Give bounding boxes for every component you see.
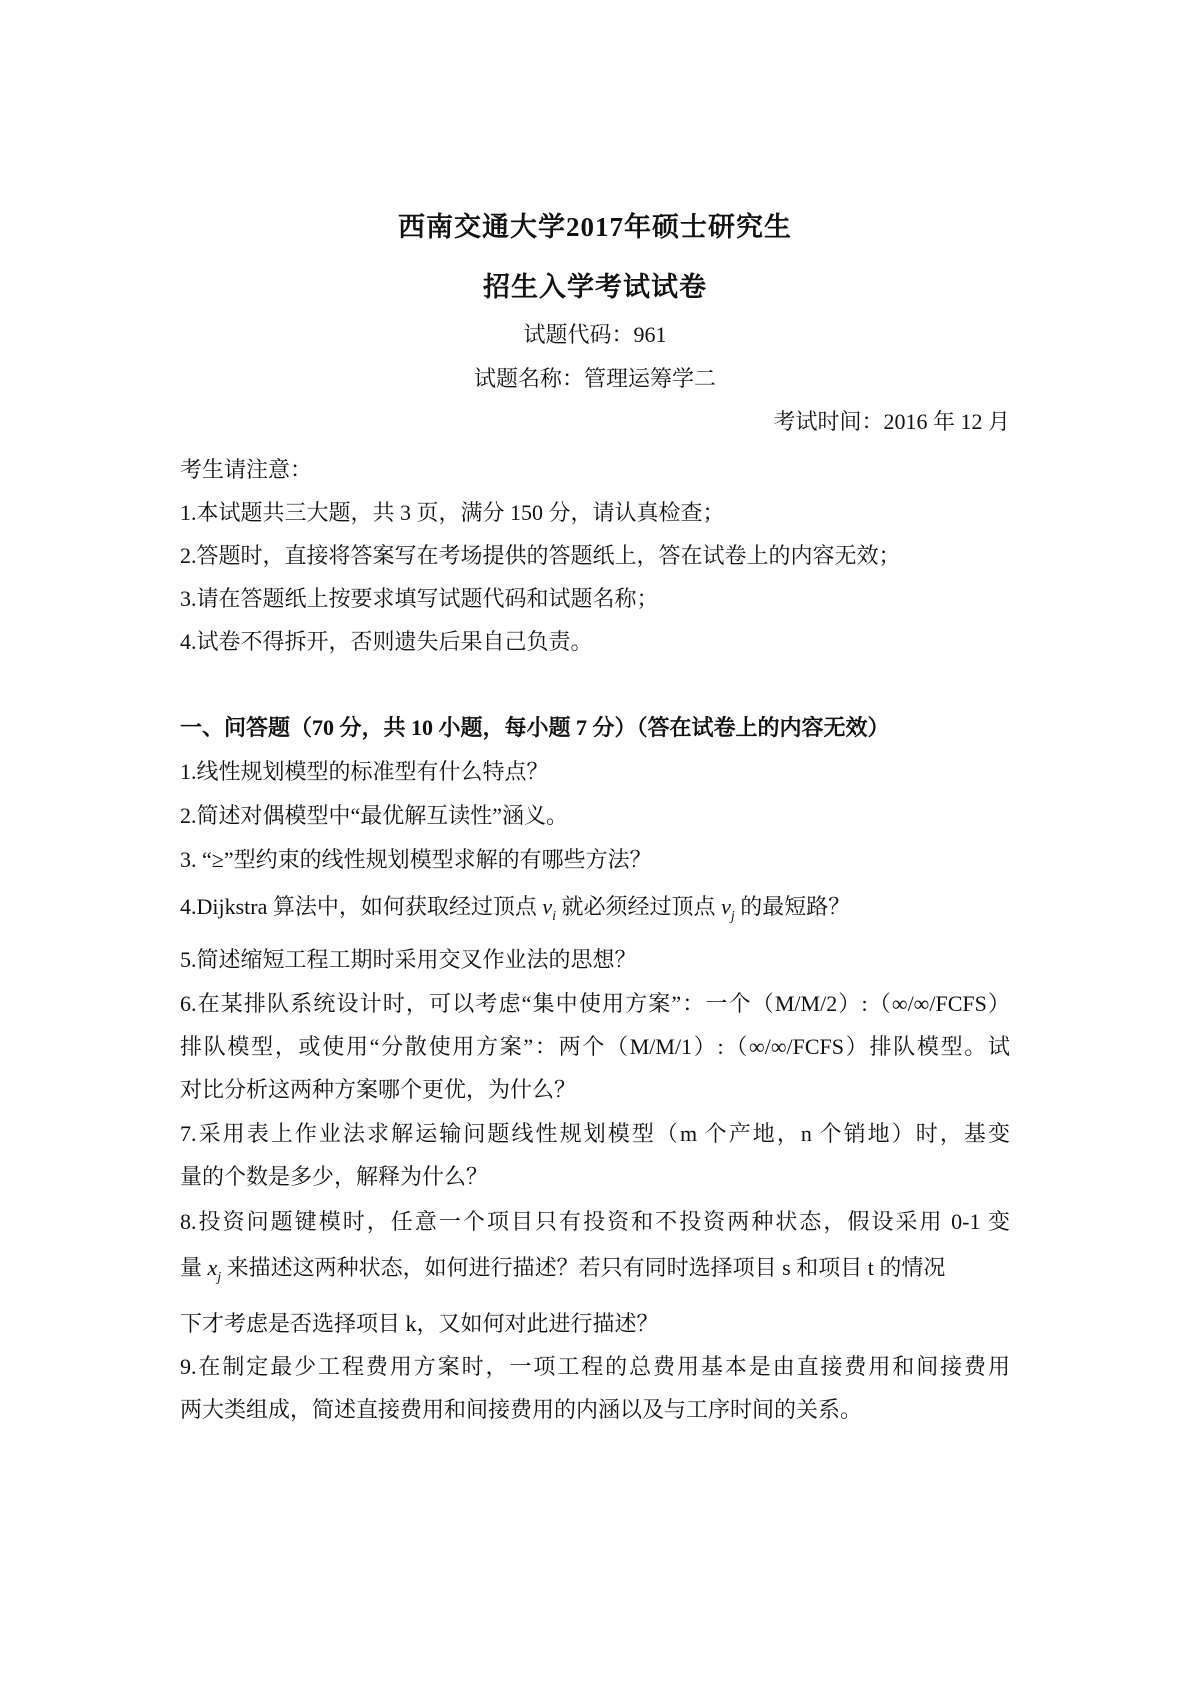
notice-heading: 考生请注意： (180, 457, 313, 482)
question-4-part1: 4.Dijkstra 算法中，如何获取经过顶点 (180, 894, 543, 919)
question-8-line-2 (180, 1251, 1010, 1286)
section-1-heading: 一、问答题（70 分，共 10 小题，每小题 7 分）（答在试卷上的内容无效） (180, 715, 890, 740)
question-9-line-1: 9.在制定最少工程费用方案时，一项工程的总费用基本是由直接费用和间接费用 (180, 1354, 1010, 1379)
exam-name: 试题名称：管理运筹学二 (473, 366, 716, 391)
notice-item-3: 3.请在答题纸上按要求填写试题代码和试题名称； (180, 586, 659, 611)
question-4-part2: 就必须经过顶点 (556, 894, 722, 919)
question-1: 1.线性规划模型的标准型有什么特点？ (180, 759, 549, 784)
variable-x-j: $x_j$ (207, 1255, 222, 1285)
exam-title-line2: 招生入学考试试卷 (483, 272, 707, 302)
notice-item-4: 4.试卷不得拆开，否则遗失后果自己负责。 (180, 629, 593, 654)
question-7-line-1: 7.采用表上作业法求解运输问题线性规划模型（m 个产地，n 个销地）时，基变 (180, 1121, 1010, 1146)
question-6-line-2: 排队模型，或使用“分散使用方案”：两个（M/M/1）:（∞/∞/FCFS）排队模型。试 (180, 1034, 1010, 1059)
exam-title-line1: 西南交通大学2017年硕士研究生 (398, 212, 792, 242)
question-8-line-3: 下才考虑是否选择项目 k，又如何对此进行描述？ (180, 1311, 659, 1336)
question-6-line-3: 对比分析这两种方案哪个更优，为什么？ (180, 1077, 577, 1102)
question-7-line-2: 量的个数是多少，解释为什么？ (180, 1164, 489, 1189)
notice-item-2: 2.答题时，直接将答案写在考场提供的答题纸上，答在试卷上的内容无效； (180, 543, 901, 568)
question-5: 5.简述缩短工程工期时采用交叉作业法的思想？ (180, 947, 637, 972)
exam-time: 考试时间：2016 年 12 月 (773, 409, 1010, 434)
question-8-line-2a: 量 (180, 1255, 208, 1280)
vertex-v-i: $v_i$ (542, 894, 557, 924)
question-3: 3. “≥”型约束的线性规划模型求解的有哪些方法？ (180, 847, 652, 872)
vertex-v-j: $v_j$ (721, 894, 735, 924)
exam-code: 试题代码：961 (523, 322, 667, 347)
notice-item-1: 1.本试题共三大题，共 3 页，满分 150 分，请认真检查； (180, 500, 725, 525)
question-4-part3: 的最短路？ (734, 894, 851, 919)
question-6-line-1: 6.在某排队系统设计时，可以考虑“集中使用方案”：一个（M/M/2）:（∞/∞/FCFS） (180, 991, 1010, 1016)
question-8-line-1: 8.投资问题键模时，任意一个项目只有投资和不投资两种状态，假设采用 0-1 变 (180, 1209, 1010, 1234)
question-2: 2.简述对偶模型中“最优解互读性”涵义。 (180, 803, 569, 828)
question-4 (180, 890, 1010, 925)
question-8-line-2b: 来描述这两种状态，如何进行描述？若只有同时选择项目 s 和项目 t 的情况 (221, 1255, 946, 1280)
question-9-line-2: 两大类组成，简述直接费用和间接费用的内涵以及与工序时间的关系。 (180, 1397, 863, 1422)
